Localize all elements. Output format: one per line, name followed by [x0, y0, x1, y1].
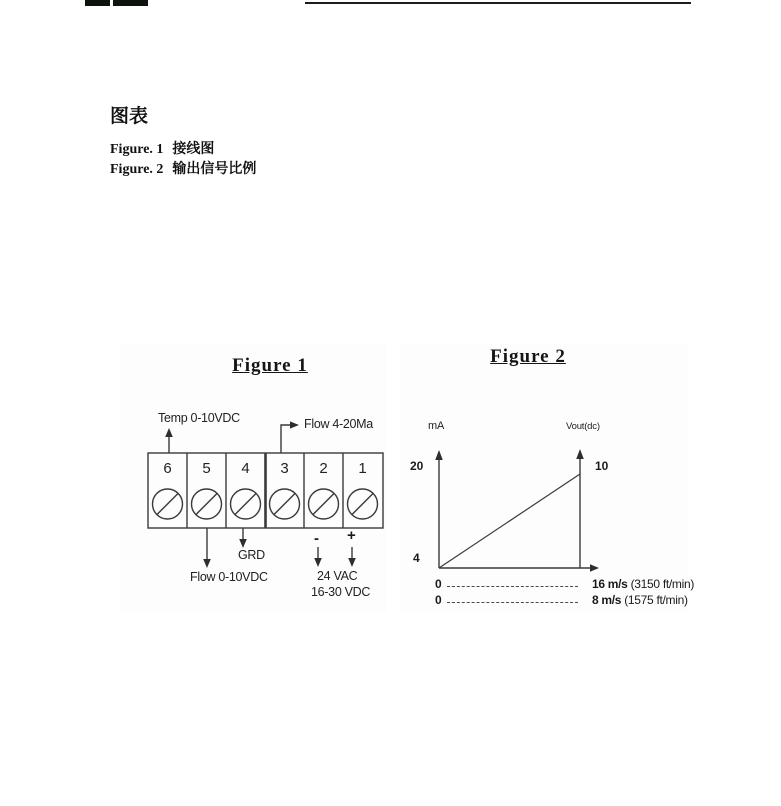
row1-dash-line	[447, 586, 578, 587]
row2-dash-line	[447, 602, 578, 603]
down-arrow-icon	[348, 558, 356, 567]
terminal-6: 6	[163, 460, 172, 477]
grd-label: GRD	[238, 548, 265, 562]
logo-fragment-right	[113, 0, 148, 6]
terminal-1: 1	[358, 460, 367, 477]
signal-line	[439, 474, 580, 568]
figure1-caption-text: 接线图	[172, 141, 215, 157]
terminal-4: 4	[241, 460, 250, 477]
row1-range-label	[592, 577, 694, 591]
row1-speed: 16 m/s	[592, 577, 628, 591]
down-arrow-icon	[239, 539, 247, 548]
flow010-label: Flow 0-10VDC	[190, 570, 268, 584]
figure1-title: Figure 1	[232, 355, 308, 376]
flow420-arrow-line	[281, 425, 291, 453]
flow420-label: Flow 4-20Ma	[304, 417, 373, 431]
row1-zero: 0	[435, 577, 442, 591]
figure2-panel	[400, 343, 695, 612]
figure1-caption-label: Figure. 1	[110, 142, 164, 157]
figure2-caption-label: Figure. 2	[110, 162, 164, 177]
down-arrow-icon	[203, 559, 211, 568]
header-rule	[305, 2, 691, 4]
up-arrow-icon	[576, 449, 584, 459]
row2-zero: 0	[435, 593, 442, 607]
up-arrow-icon	[435, 450, 443, 460]
page-title: 图表	[110, 106, 149, 127]
figure1-caption	[110, 138, 214, 158]
right-arrow-icon	[590, 564, 599, 572]
vac-label: 24 VAC	[317, 569, 358, 583]
figure1-panel	[120, 343, 387, 612]
plus-sign: +	[347, 527, 356, 544]
row2-detail: (1575 ft/min)	[624, 593, 688, 607]
logo-fragment-left	[85, 0, 110, 6]
figure2-drawing	[400, 343, 688, 612]
terminal-5: 5	[202, 460, 211, 477]
minus-sign: -	[314, 530, 319, 547]
left-axis-label: mA	[428, 420, 445, 432]
temp-label: Temp 0-10VDC	[158, 411, 240, 425]
figure2-caption	[110, 158, 256, 178]
figure2-title: Figure 2	[490, 346, 566, 367]
left-axis-min: 4	[413, 551, 420, 565]
figure2-caption-text: 输出信号比例	[172, 161, 257, 177]
terminal-3: 3	[280, 460, 289, 477]
right-axis-max: 10	[595, 459, 609, 473]
row1-detail: (3150 ft/min)	[630, 577, 695, 591]
right-axis-label: Vout(dc)	[566, 421, 600, 432]
right-arrow-icon	[290, 421, 299, 428]
row2-speed: 8 m/s	[592, 593, 622, 607]
up-arrow-icon	[165, 428, 173, 437]
row2-range-label	[592, 593, 688, 607]
down-arrow-icon	[314, 558, 322, 567]
terminal-2: 2	[319, 460, 328, 477]
left-axis-max: 20	[410, 459, 424, 473]
vdc-label: 16-30 VDC	[311, 585, 371, 599]
